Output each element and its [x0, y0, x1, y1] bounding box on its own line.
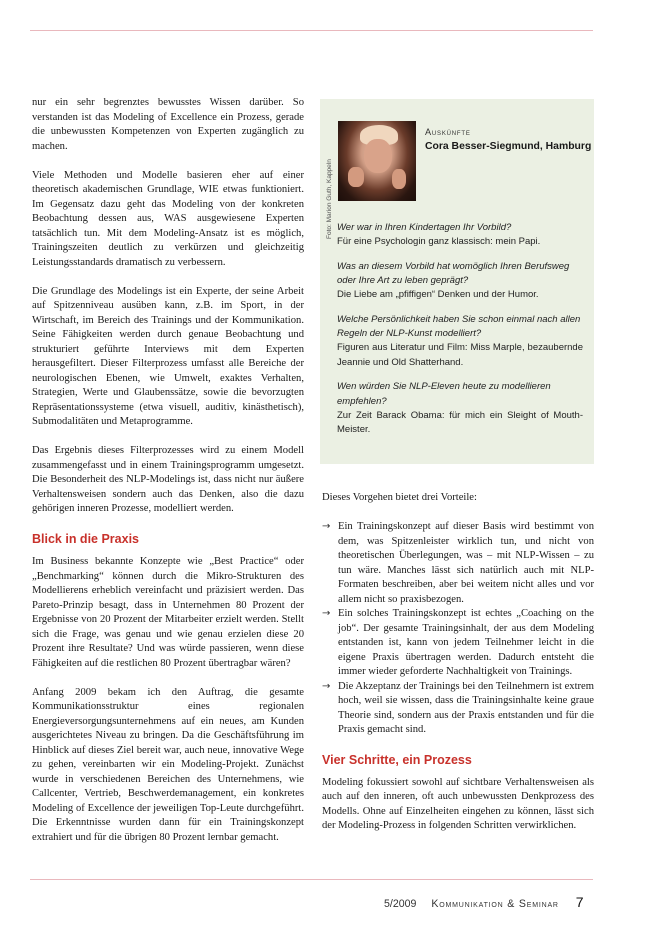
top-rule: [30, 30, 593, 31]
paragraph: nur ein sehr begrenztes bewusstes Wissen darüber. So verstanden ist das Modeling of Excellence ein Prozess, gerade die unbewussten Kompetenzen von Experten zugänglich zu machen.: [32, 97, 304, 152]
section-heading-vier: Vier Schritte, ein Prozess: [322, 752, 472, 767]
left-column: [32, 96, 304, 860]
question: Was an diesem Vorbild hat womöglich Ihren Berufsweg oder Ihre Art zu leben geprägt?: [337, 260, 570, 287]
qa-item: [337, 380, 583, 437]
paragraph: Die Grundlage des Modelings ist ein Experte, der seine Arbeit auf Spitzenniveau ausüben kann, z.B. im Sport, in der Wirtschaft, im Bereich des Trainings und der Kommunikation. Seine Fähigkeiten werden durch genaue Beobachtung und strukturiert geführte Interviews mit dem Experten herausgefiltert. Dieser Filterprozess umfasst alle Bereiche der neurologischen Ebenen, wie Umwelt, exaktes Verhalten, Strategien, Werte und Glaubenssätze, sowie die bevorzugten Repräsentationssysteme (etwa visuell, auditiv, kinästhetisch), Submodalitäten und Metaprogramme.: [32, 285, 304, 427]
arrow-icon: →: [322, 680, 331, 692]
arrow-icon: →: [322, 608, 331, 619]
portrait-photo: [338, 121, 416, 201]
qa-item: [337, 221, 583, 249]
question: Wer war in Ihren Kindertagen Ihr Vorbild?: [337, 222, 512, 233]
question: Wen würden Sie NLP-Eleven heute zu modellieren empfehlen?: [337, 381, 551, 407]
paragraph: Modeling fokussiert sowohl auf sichtbare Verhaltensweisen als auch auf den inneren, oft auch unbewussten Denkprozess des Modells. Ohne auf Einzelheiten eingehen zu können, lässt sich der Modeling-Prozess in folgenden Schritten verwirklichen.: [322, 776, 594, 831]
paragraph: Anfang 2009 bekam ich den Auftrag, die gesamte Kommunikationsstruktur eines regionalen Energieversorgungsunternehmens auf ein neues, am Kunden ausgerichtetes Niveau zu bringen. Da die Geschäftsführung im Hinblick auf dieses Ziel bereit war, auch neue, innovative Wege zu gehen, vereinbarten wir ein Modeling-Projekt. Zunächst wurde in verschiedenen Bereichen des Unternehmens, wie Callcenter, Vertrieb, Beschwerdemanagement, ein konkretes Modeling of Excellence der jeweiligen Top-Leute durchgeführt. Die Erkenntnisse wurden dann für ein Trainingskonzept extrahiert und für die übrigen 80 Prozent lernbar gemacht.: [32, 686, 304, 843]
qa-item: [337, 260, 583, 303]
bottom-rule: [30, 879, 593, 880]
list-item: → Die Akzeptanz der Trainings bei den Teilnehmern ist extrem hoch, weil sie wissen, dass die Trainingsinhalte keine graue Theorie sind, sondern aus der Praxis entstanden und für die Praxis gemacht sind.: [322, 680, 594, 735]
answer: Die Liebe am „pfiffigen“ Denken und der Humor.: [337, 289, 539, 301]
list-item: → Ein solches Trainingskonzept ist echtes „Coaching on the job“. Der gesamte Trainingsinhalt, der aus dem Modeling entstanden ist, kann von jedem Teilnehmer leicht in die eigene Praxis übertragen werden. Dadurch entsteht die immer wieder geforderte Nachhaltigkeit von Trainings.: [322, 608, 594, 677]
paragraph: Im Business bekannte Konzepte wie „Best Practice“ oder „Benchmarking“ können durch die Mikro-Strukturen des Modellierens erheblich vereinfacht und präzisiert werden. Das Pareto-Prinzip besagt, dass in Unternehmen 80 Prozent der Ergebnisse von 20 Prozent der Mitarbeiter erzielt werden. Stellt sich die Frage, was genau und wie genau erzielen diese 20 Prozent ihre Resultate? Und was würde passieren, wenn diese Fähigkeiten auf die restlichen 80 Prozent übertragbar wären?: [32, 556, 304, 669]
qa-list: [337, 221, 583, 448]
page-footer: [384, 894, 584, 910]
paragraph-intro: Dieses Vorgehen bietet drei Vorteile:: [322, 492, 477, 503]
answer: Für eine Psychologin ganz klassisch: mein Papi.: [337, 236, 541, 248]
qa-item: [337, 313, 583, 370]
answer: Figuren aus Literatur und Film: Miss Marple, bezaubernde Jeannie und Old Shatterhand.: [337, 342, 583, 368]
sidebar-kicker: Auskünfte: [425, 127, 471, 137]
answer: Zur Zeit Barack Obama: für mich ein Sleight of Mouth-Meister.: [337, 409, 583, 435]
right-column: [322, 491, 594, 848]
page-number: 7: [575, 894, 584, 910]
list-item: → Ein Trainingskonzept auf dieser Basis wird bestimmt von dem, was Spitzenleister wirklich tun, und nicht von theoretischen Überlegungen, was – mit NLP-Wissen – zu tun wäre. Manches lässt sich natürlich auch mit NLP-Formaten beschreiben, aber bei weitem nicht alles und vor allem nicht so praxisbezogen.: [322, 521, 594, 605]
paragraph: Das Ergebnis dieses Filterprozesses wird zu einem Modell zusammengefasst und in einem Trainingsprogramm umgesetzt. Die Besonderheit des NLP-Modelings ist, dass nicht nur äußere Verhaltensweisen sondern auch das Denken, also die dazu gehörigen inneren Prozesse, modelliert werden.: [32, 445, 304, 514]
issue-number: 5/2009: [384, 898, 417, 910]
arrow-icon: →: [322, 521, 331, 532]
interview-sidebar: [320, 99, 594, 464]
advantages-list: [322, 520, 594, 738]
section-heading-blick: Blick in die Praxis: [32, 532, 139, 546]
magazine-title: Kommunikation & Seminar: [431, 898, 559, 910]
question: Welche Persönlichkeit haben Sie schon einmal nach allen Regeln der NLP-Kunst modelliert?: [337, 314, 581, 340]
photo-credit: Foto: Marion Guth, Kappeln: [326, 159, 333, 239]
paragraph: Viele Methoden und Modelle basieren eher auf einer theoretisch akademischen Grundlage, WIE etwas funktioniert. Im Gegensatz dazu geht das Modeling von der konkreten Beobachtung dessen aus, WAS ausgewiesene Experten tatsächlich tun. Mit dem Modeling-Ansatz ist es möglich, Trainingszeiten deutlich zu verkürzen und gleichzeitig Leistungsstandards dramatisch zu verbessern.: [32, 169, 304, 268]
interviewee-name: Cora Besser-Siegmund, Hamburg: [425, 141, 592, 152]
